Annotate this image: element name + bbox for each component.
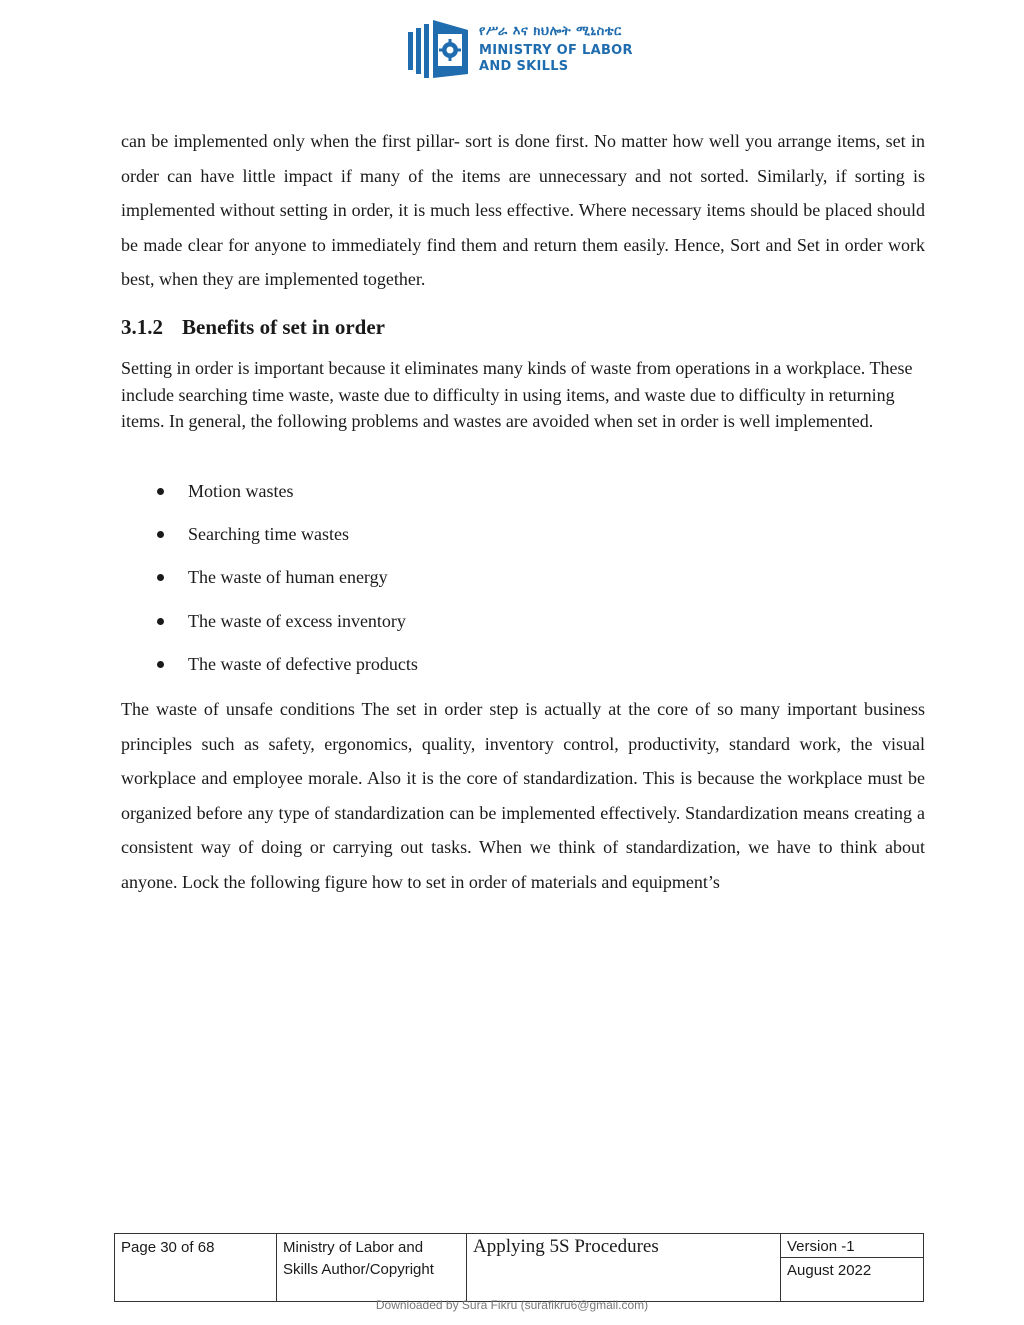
- bullet-icon: [157, 661, 164, 668]
- logo-title-line1: MINISTRY OF LABOR: [479, 43, 633, 58]
- footer-document-title: Applying 5S Procedures: [467, 1234, 781, 1301]
- list-item-text: The waste of defective products: [188, 653, 418, 674]
- footer-version-cell: [781, 1234, 923, 1301]
- logo-title-line2: AND SKILLS: [479, 59, 569, 74]
- footer-date: August 2022: [787, 1262, 872, 1279]
- footer-page-number: Page 30 of 68: [115, 1234, 277, 1301]
- footer-version: Version -1: [781, 1234, 923, 1258]
- ministry-emblem-icon: [408, 20, 470, 78]
- download-note: Downloaded by Sura Fikru (surafikru6@gmail.com): [375, 1298, 649, 1312]
- list-item: [121, 519, 418, 562]
- footer-ministry: Ministry of Labor and Skills Author/Copyright: [277, 1234, 467, 1301]
- waste-list: [121, 476, 418, 692]
- section-heading: [121, 315, 385, 340]
- logo-amharic-text: የሥራ እና ክህሎት ሚኒስቴር: [479, 24, 622, 39]
- bullet-icon: [157, 618, 164, 625]
- list-item: [121, 606, 418, 649]
- body-paragraph-1: can be implemented only when the first pillar- sort is done first. No matter how well you arrange items, set in order can have little impact if many of the items are unnecessary and not sorted. Similarly, if sorting is implemented without setting in order, it is much less effective. Where necessary items should be placed should be made clear for anyone to immediately find them and return them easily. Hence, Sort and Set in order work best, when they are implemented together.: [121, 131, 925, 290]
- section-number: 3.1.2: [121, 315, 163, 339]
- bullet-icon: [157, 531, 164, 538]
- list-item: [121, 476, 418, 519]
- section-title: Benefits of set in order: [182, 315, 385, 339]
- bullet-icon: [157, 488, 164, 495]
- footer-table: [114, 1233, 924, 1302]
- body-paragraph-3: The waste of unsafe conditions The set in order step is actually at the core of so many important business principles such as safety, ergonomics, quality, inventory control, productivity, standard work, the visual workplace and employee morale. Also it is the core of standardization. This is because the workplace must be organized before any type of standardization can be implemented effectively. Standardization means creating a consistent way of doing or carrying out tasks. When we think of standardization, we have to think about anyone. Lock the following figure how to set in order of materials and equipment’s: [121, 699, 925, 892]
- list-item-text: Motion wastes: [188, 481, 294, 501]
- body-paragraph-2: Setting in order is important because it eliminates many kinds of waste from operations in a workplace. These include searching time waste, waste due to difficulty in using items, and waste due to difficulty in returning items. In general, the following problems and wastes are avoided when set in order is well implemented.: [121, 358, 913, 431]
- list-item-text: The waste of human energy: [188, 567, 388, 588]
- list-item-text: The waste of excess inventory: [188, 610, 406, 631]
- bullet-icon: [157, 574, 164, 581]
- list-item-text: Searching time wastes: [188, 524, 349, 545]
- list-item: [121, 562, 418, 605]
- ministry-logo: [408, 18, 640, 80]
- list-item: [121, 649, 418, 692]
